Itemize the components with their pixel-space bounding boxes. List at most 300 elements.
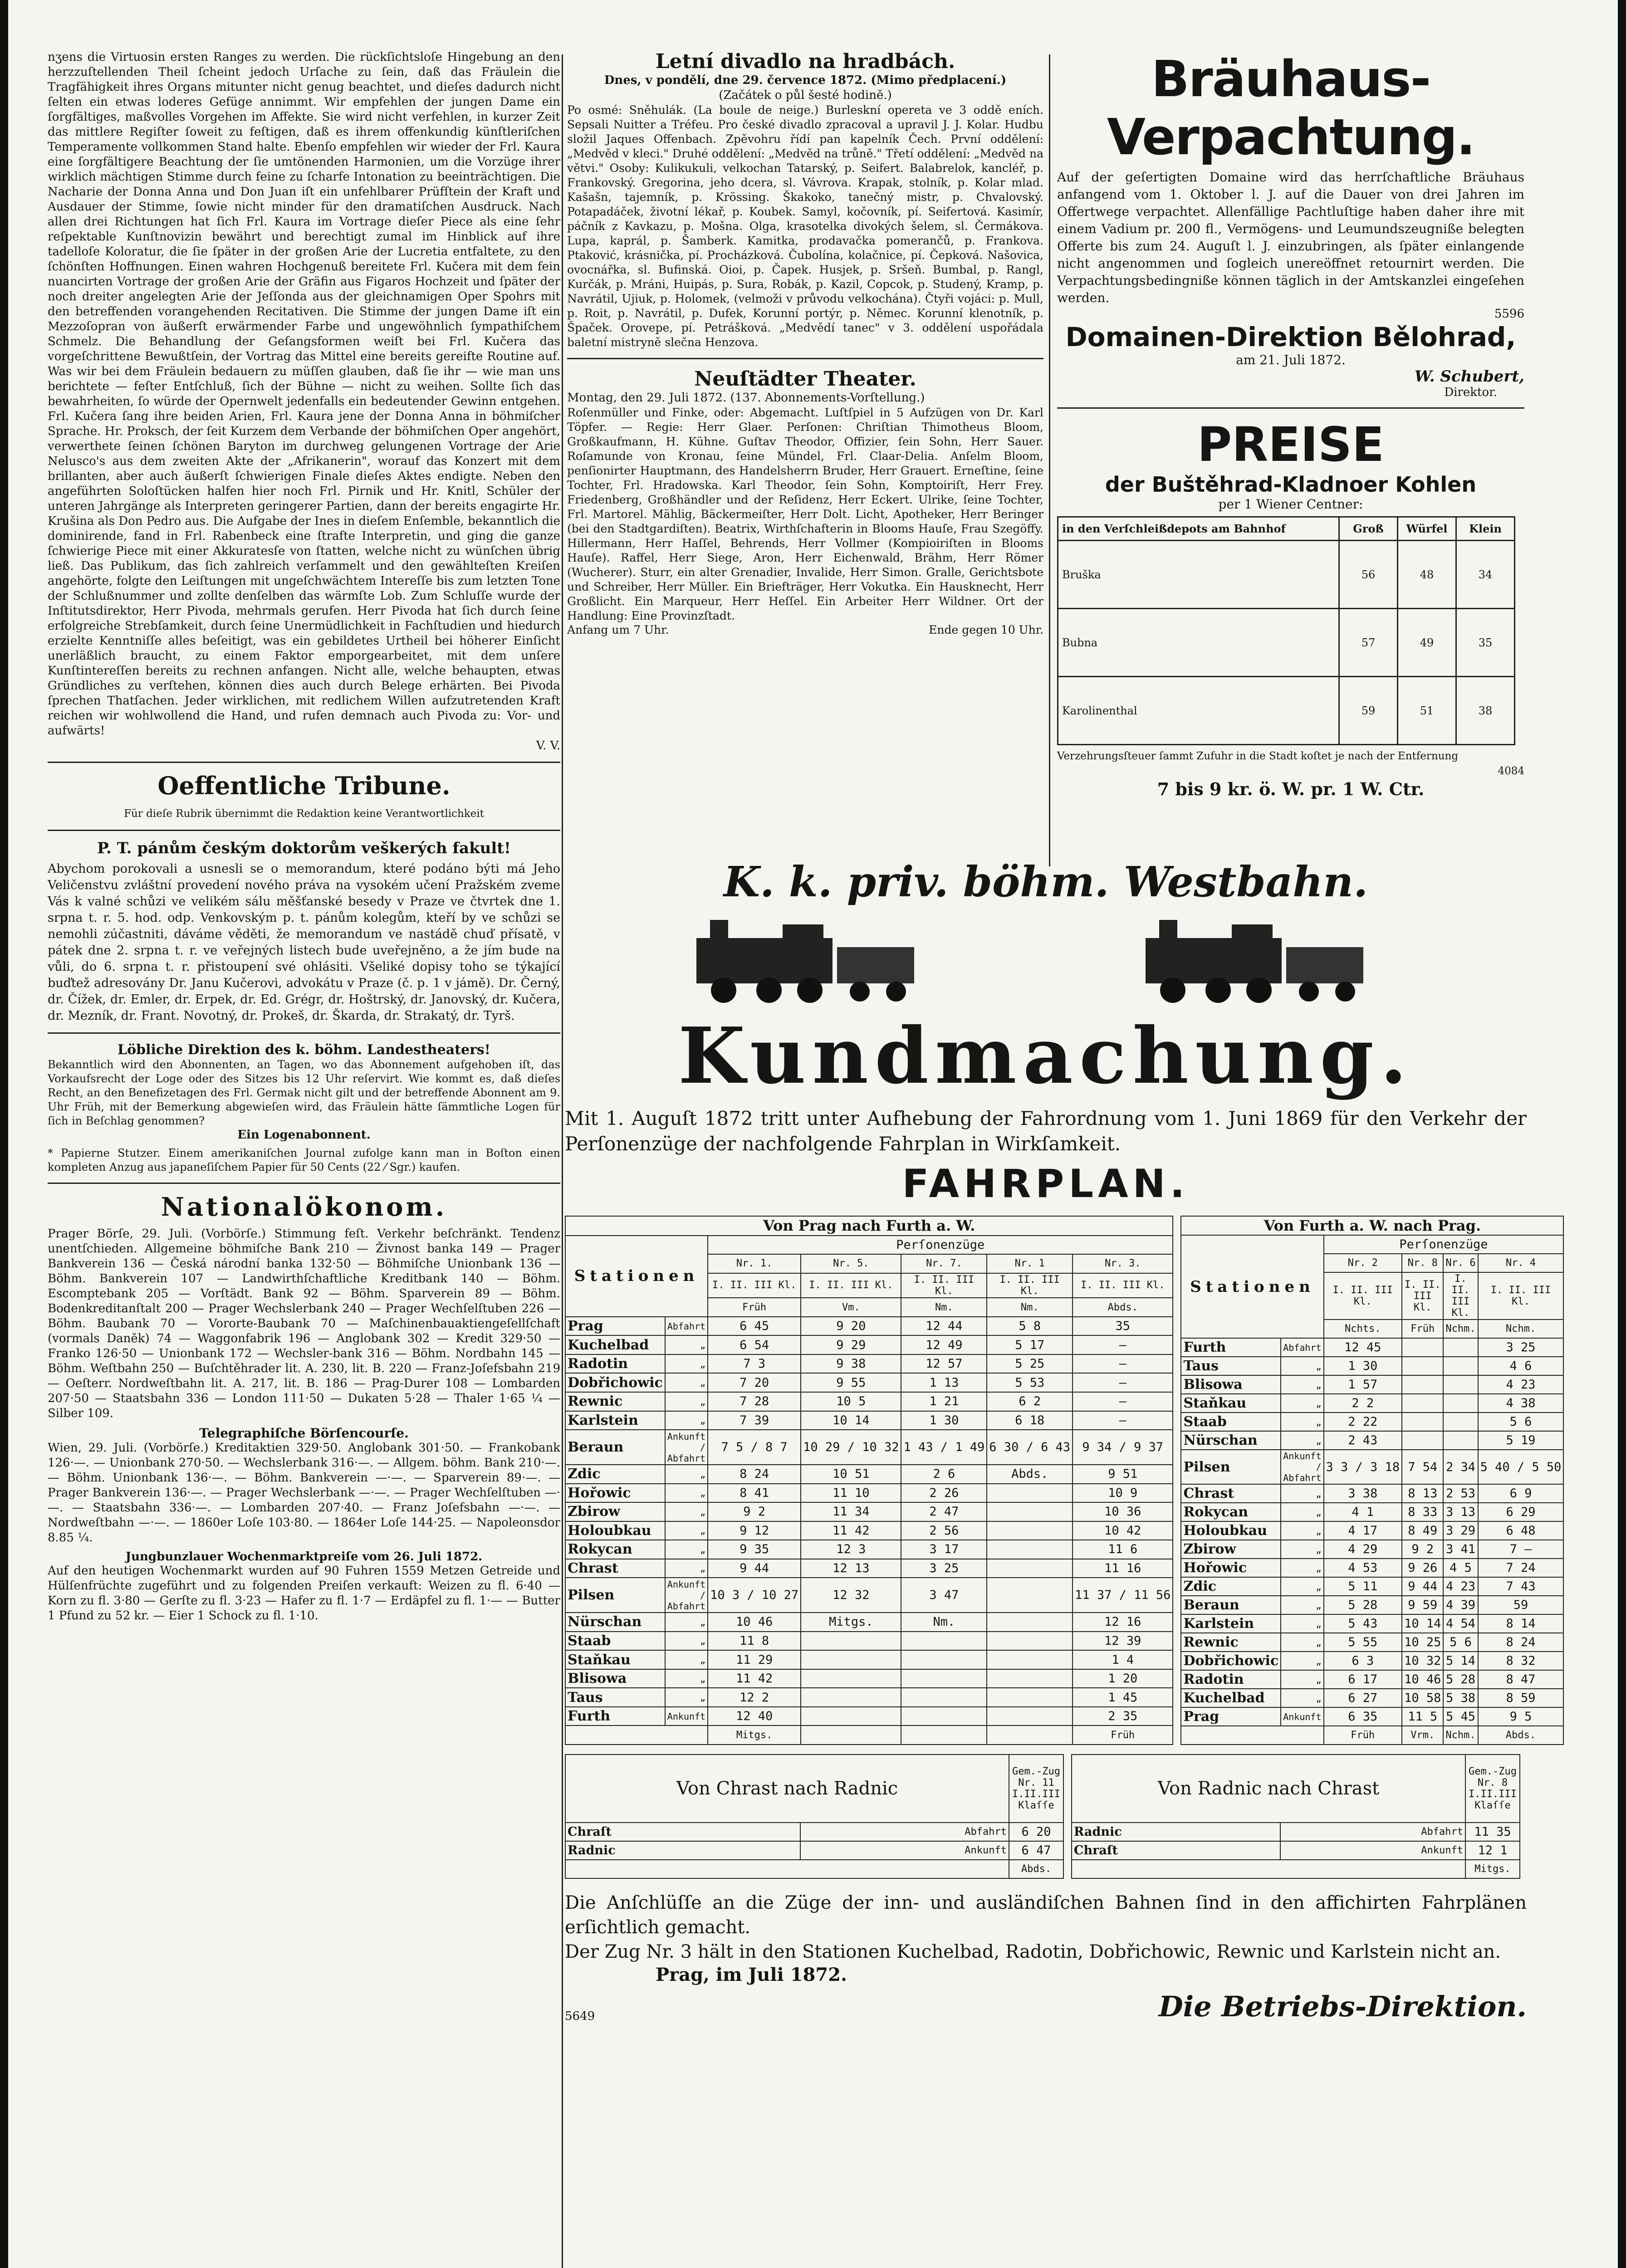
train-number: Nr. 2	[1324, 1254, 1402, 1272]
stations-header: Stationen	[565, 1236, 708, 1317]
tribune-heading: P. T. pánům českým doktorům veškerých fakult!	[97, 839, 511, 857]
radnic-station: Radnic	[565, 1841, 800, 1860]
station-name: Karlstein	[1181, 1614, 1281, 1633]
timetable-right-title: Von Furth a. W. nach Prag.	[1181, 1216, 1563, 1235]
arrival-departure-mark: Abfahrt	[665, 1317, 708, 1336]
departure-time: 1 20	[1073, 1669, 1173, 1688]
departure-time: 8 32	[1478, 1652, 1564, 1670]
departure-time: 12 39	[1073, 1632, 1173, 1651]
radnic-left-title: Von Chrast nach Radnic	[565, 1755, 1009, 1823]
arrival-departure-mark: „	[1281, 1633, 1323, 1652]
telegraph-heading: Telegraphiſche Börſencourſe.	[199, 1426, 409, 1441]
departure-time: 5 14	[1443, 1652, 1478, 1670]
time-of-day: Früh	[1402, 1320, 1443, 1338]
time-of-day: Nchm.	[1443, 1320, 1478, 1338]
neustaedter-start: Anfang um 7 Uhr.	[567, 623, 669, 636]
departure-time: 7 24	[1478, 1559, 1564, 1577]
departure-time: 4 23	[1443, 1577, 1478, 1596]
departure-time: 3 13	[1443, 1503, 1478, 1521]
timetable-row	[1181, 1338, 1563, 1357]
departure-time: 12 3	[801, 1540, 901, 1559]
direction-signature: Die Betriebs-Direktion.	[1158, 1990, 1527, 2023]
arrival-departure-mark: Ankunft	[1281, 1707, 1323, 1726]
arrival-departure-mark: „	[1281, 1375, 1323, 1394]
departure-time: 9 44	[708, 1559, 801, 1578]
preise-final: 7 bis 9 kr. ö. W. pr. 1 W. Ctr.	[1157, 779, 1425, 799]
departure-time: 1 45	[1073, 1688, 1173, 1707]
departure-time	[1443, 1375, 1478, 1394]
station-name: Chrast	[1181, 1484, 1281, 1503]
time-of-day	[801, 1725, 901, 1745]
landestheater-sign: Ein Logenabonnent.	[237, 1128, 371, 1142]
train-number: Nr. 5.	[801, 1254, 901, 1273]
timetable-row	[565, 1707, 1173, 1726]
departure-time: 6 35	[1324, 1707, 1402, 1726]
brauhaus-signatory: Domainen-Direktion Bělohrad,	[1065, 322, 1516, 352]
timetable-row	[565, 1632, 1173, 1651]
print-number: 5649	[565, 2009, 595, 2023]
preise-place: Bruška	[1058, 541, 1339, 609]
neustaedter-program: Roſenmüller und Finke, oder: Abgemacht. Luſtſpiel in 5 Aufzügen von Dr. Karl Töpfer. — Regie: Herr Glaer. Perſonen: Chriſtian Thimotheus Bloom, Großkaufmann, H. Kühne. Guſtav Theodor, Offizier, ſein Sohn, Herr Sauer. Roſamunde von Kronau, ſeine Mündel, Frl. Claar-Delia. Anſelm Bloom, penſionirter Hauptmann, des Handelsherrn Bruder, Herr Grauert. Erneſtine, ſeine Tochter, Frl. Hradowska. Karl Theodor, ſein Sohn, Komptoiriſt, Herr Frey. Friedenberg, Großhändler und der Reſidenz, Herr Eckert. Ulrike, ſeine Tochter, Frl. Martorel. Mählig, Bäckermeiſter, Herr Dolt. Licht, Apotheker, Herr Beringer (bei den Stadtgardiſten). Beatrix, Wirthſchafterin in Blooms Hauſe, Frau Szegöffy. Hillermann, Herr Haſſel, Behrends, Herr Vollmer (Kompioiriſten in Blooms Hauſe). Raffel, Herr Siege, Aron, Herr Eichenwald, Brähm, Herr Römer (Wucherer). Sturr, ein alter Grenadier, Invalide, Herr Simon. Gralle, Gerichtsbote und Schreiber, Herr Müller. Ein Briefträger, Herr Vokutka. Ein Hausknecht, Herr Großlicht. Ein Marqueur, Herr Heſſel. Ein Arbeiter Herr Wildner. Ort der Handlung: Eine Provinzſtadt.	[567, 406, 1043, 622]
radnic-mark: Ankunft	[1280, 1841, 1465, 1860]
departure-time	[1443, 1394, 1478, 1413]
timetable-row	[565, 1578, 1173, 1613]
arrival-departure-mark: „	[665, 1465, 708, 1484]
departure-time	[901, 1707, 987, 1726]
departure-time: 8 24	[708, 1465, 801, 1484]
train-class: I. II. III Kl.	[801, 1273, 901, 1298]
departure-time	[987, 1521, 1073, 1540]
train-class: I. II. III Kl.	[708, 1273, 801, 1298]
departure-time: 9 5	[1478, 1707, 1564, 1726]
station-name: Holoubkau	[1181, 1521, 1281, 1540]
timetable-row	[1181, 1577, 1563, 1596]
time-of-day	[987, 1725, 1073, 1745]
time-of-day: Nchm.	[1443, 1726, 1478, 1745]
arrival-departure-mark: „	[665, 1613, 708, 1632]
right-page-edge	[1618, 0, 1626, 2268]
timetable-row	[565, 1411, 1173, 1430]
timetable-row	[565, 1669, 1173, 1688]
left-page-edge	[0, 0, 8, 2268]
departure-time: 1 30	[901, 1411, 987, 1430]
departure-time: 6 9	[1478, 1484, 1564, 1503]
departure-time: 9 26	[1402, 1559, 1443, 1577]
departure-time: 4 17	[1324, 1521, 1402, 1540]
departure-time: 10 9	[1073, 1484, 1173, 1503]
departure-time	[987, 1613, 1073, 1632]
departure-time: 9 20	[801, 1317, 901, 1336]
arrival-departure-mark: „	[665, 1411, 708, 1430]
connection-notice: Die Anſchlüſſe an die Züge der inn- und ausländiſchen Bahnen ſind in den affichirten Fahrplänen erſichtlich gemacht.	[565, 1892, 1527, 1938]
departure-time: 3 29	[1443, 1521, 1478, 1540]
markets-report: Auf den heutigen Wochenmarkt wurden auf 90 Fuhren 1559 Metzen Getreide und Hülſenfrüchte zugeführt und zu folgenden Preiſen verkauft: Weizen zu fl. 6·40 — Korn zu fl. 3·80 — Gerſte zu fl. 3·23 — Hafer zu fl. 1·7 — Erdäpfel zu fl. 1·— — Butter 1 Pfund zu 52 kr. — Eier 1 Schock zu fl. 1·10.	[48, 1564, 560, 1623]
radnic-time: 12 1	[1465, 1841, 1520, 1860]
departure-time: 12 57	[901, 1354, 987, 1374]
locomotive-illustrations	[565, 906, 1527, 1011]
departure-time: 10 29 / 10 32	[801, 1430, 901, 1465]
departure-time: 12 49	[901, 1335, 987, 1354]
departure-time: 3 47	[901, 1578, 987, 1613]
preise-subtitle: der Buštěhrad-Kladnoer Kohlen	[1105, 472, 1477, 497]
departure-time	[901, 1669, 987, 1688]
arrival-departure-mark: „	[665, 1392, 708, 1411]
radnic-mark: Ankunft	[800, 1841, 1009, 1860]
departure-time	[1443, 1338, 1478, 1357]
departure-time	[987, 1650, 1073, 1669]
departure-time: 6 3	[1324, 1652, 1402, 1670]
radnic-station: Chraſt	[1072, 1841, 1280, 1860]
letni-date: Dnes, v pondělí, dne 29. července 1872. (Mimo předplacení.)	[604, 73, 1007, 87]
time-of-day: Nm.	[987, 1298, 1073, 1317]
departure-time: 4 39	[1443, 1596, 1478, 1614]
departure-time: 4 54	[1443, 1614, 1478, 1633]
departure-time	[1402, 1357, 1443, 1375]
train-number: Nr. 6	[1443, 1254, 1478, 1272]
departure-time: 3 38	[1324, 1484, 1402, 1503]
departure-time: 2 6	[901, 1465, 987, 1484]
departure-time: —	[1073, 1335, 1173, 1354]
departure-time: 10 14	[1402, 1614, 1443, 1633]
station-name: Pilsen	[565, 1578, 665, 1613]
station-name: Hořowic	[1181, 1559, 1281, 1577]
station-name: Zdic	[1181, 1577, 1281, 1596]
time-of-day: Nm.	[901, 1298, 987, 1317]
arrival-departure-mark: „	[1281, 1670, 1323, 1689]
departure-time: 9 34 / 9 37	[1073, 1430, 1173, 1465]
time-of-day: Nchts.	[1324, 1320, 1402, 1338]
departure-time	[987, 1484, 1073, 1503]
arrival-departure-mark: „	[1281, 1503, 1323, 1521]
preise-head-gross: Groß	[1339, 517, 1398, 541]
station-name: Prag	[565, 1317, 665, 1336]
arrival-departure-mark: „	[665, 1632, 708, 1651]
timetable-row	[1181, 1707, 1563, 1726]
arrival-departure-mark: „	[665, 1373, 708, 1392]
preise-value: 38	[1456, 677, 1515, 745]
timetable-chrast-radnic	[565, 1754, 1064, 1879]
tribune-title: Oeffentliche Tribune.	[157, 771, 451, 800]
train-number: Nr. 1.	[708, 1254, 801, 1273]
timetable-furth-prag	[1180, 1216, 1564, 1745]
arrival-departure-mark: „	[1281, 1596, 1323, 1614]
preise-unit: per 1 Wiener Centner:	[1218, 497, 1363, 512]
departure-time	[1443, 1357, 1478, 1375]
departure-time: 5 8	[987, 1317, 1073, 1336]
station-name: Holoubkau	[565, 1521, 665, 1540]
timetable-row	[565, 1354, 1173, 1374]
departure-time: 5 6	[1443, 1633, 1478, 1652]
station-name: Staňkau	[565, 1650, 665, 1669]
departure-time: 11 5	[1402, 1707, 1443, 1726]
departure-time: 5 38	[1443, 1689, 1478, 1707]
station-name: Rokycan	[565, 1540, 665, 1559]
radnic-mark: Abfahrt	[800, 1823, 1009, 1841]
radnic-time: 6 20	[1009, 1823, 1063, 1841]
departure-time	[987, 1669, 1073, 1688]
timetable-row	[1181, 1450, 1563, 1484]
timetable-left-title: Von Prag nach Furth a. W.	[565, 1216, 1173, 1236]
fahrplan-title: FAHRPLAN.	[902, 1161, 1190, 1207]
timetable-row	[565, 1521, 1173, 1540]
timetable-row	[565, 1392, 1173, 1411]
departure-time	[987, 1502, 1073, 1521]
timetable-row	[1181, 1633, 1563, 1652]
departure-time	[987, 1578, 1073, 1613]
station-name: Chrast	[565, 1559, 665, 1578]
brauhaus-title: Bräuhaus-Verpachtung.	[1107, 50, 1475, 166]
timetable-row	[565, 1430, 1173, 1465]
neustaedter-date: Montag, den 29. Juli 1872. (137. Abonnements-Vorſtellung.)	[567, 391, 925, 405]
departure-time: 4 38	[1478, 1394, 1564, 1413]
train-class: I. II. III Kl.	[1443, 1272, 1478, 1320]
departure-time: 5 17	[987, 1335, 1073, 1354]
departure-time	[987, 1540, 1073, 1559]
station-name: Staňkau	[1181, 1394, 1281, 1413]
arrival-departure-mark: „	[1281, 1484, 1323, 1503]
preise-place: Bubna	[1058, 609, 1339, 677]
departure-time: 10 25	[1402, 1633, 1443, 1652]
departure-time: 2 47	[901, 1502, 987, 1521]
arrival-departure-mark: „	[1281, 1431, 1323, 1450]
departure-time: 12 44	[901, 1317, 987, 1336]
timetable-row	[1181, 1431, 1563, 1450]
departure-time: 7 43	[1478, 1577, 1564, 1596]
departure-time	[1402, 1338, 1443, 1357]
departure-time: 1 30	[1324, 1357, 1402, 1375]
departure-time	[987, 1632, 1073, 1651]
train-class: I. II. III Kl.	[1324, 1272, 1402, 1320]
departure-time: 4 53	[1324, 1559, 1402, 1577]
station-name: Blisowa	[565, 1669, 665, 1688]
preise-head-wuerfel: Würfel	[1398, 517, 1456, 541]
departure-time: 3 25	[901, 1559, 987, 1578]
departure-time: 59	[1478, 1596, 1564, 1614]
timetable-row	[1181, 1652, 1563, 1670]
radnic-mark: Abfahrt	[1280, 1823, 1465, 1841]
departure-time: 2 53	[1443, 1484, 1478, 1503]
arrival-departure-mark: Abfahrt	[1281, 1338, 1323, 1357]
arrival-departure-mark: Ankunft / Abfahrt	[665, 1430, 708, 1465]
departure-time: 8 41	[708, 1484, 801, 1503]
westbahn-announcement	[565, 857, 1562, 2023]
arrival-departure-mark: „	[665, 1669, 708, 1688]
radnic-right-head: Gem.-Zug Nr. 8 I.II.III Klaſſe	[1465, 1755, 1520, 1823]
departure-time: 9 51	[1073, 1465, 1173, 1484]
personenzuege-header: Perſonenzüge	[1324, 1235, 1564, 1254]
departure-time: 10 42	[1073, 1521, 1173, 1540]
neustaedter-end: Ende gegen 10 Uhr.	[929, 623, 1043, 636]
arrival-departure-mark: „	[1281, 1652, 1323, 1670]
departure-time: 2 35	[1073, 1707, 1173, 1726]
boerse-report: Prager Börſe, 29. Juli. (Vorbörſe.) Stimmung feſt. Verkehr beſchränkt. Tendenz unentſchieden. Allgemeine böhmiſche Bank 210 — Živnost banka 149 — Prager Bankverein 136 — Česká národní banka 132·50 — Böhmiſche Unionbank 136 — Böhm. Bankverein 107 — Landwirthſchaftliche Kreditbank 140 — Böhm. Escomptebank 205 — Vorſtädt. Bank 92 — Böhm. Sparverein 89 — Böhm. Bodenkreditanſtalt 200 — Prager Wechslerbank 240 — Prager Wechſelſtuben 226 — Böhm. Baubank 70 — Vororte-Baubank 70 — Maſchinenbauaktiengeſellſchaft (vormals Daněk) 74 — Waggonfabrik 196 — Anglobank 302 — Kredit 329·50 — Franko 126·50 — Unionbank 172 — Wechsler-bank 316 — Böhm. Nordbahn 145 — Böhm. Weſtbahn 250 — Buſchtěhrader lit. A. 230, lit. B. 220 — Franz-Joſefsbahn 219 — Oeſterr. Nordweſtbahn lit. A. 217, lit. B. 186 — Prag-Durer 108 — Lombarden 207·50 — Staatsbahn 336 — London 111·50 — Dukaten 5·28 — Thaler 1·65 ¼ — Silber 109.	[48, 1227, 560, 1420]
preise-value: 35	[1456, 609, 1515, 677]
train-number: Nr. 3.	[1073, 1254, 1173, 1273]
departure-time: 2 34	[1443, 1450, 1478, 1484]
preise-head-klein: Klein	[1456, 517, 1515, 541]
departure-time: 4 1	[1324, 1503, 1402, 1521]
arrival-departure-mark: „	[665, 1650, 708, 1669]
arrival-departure-mark: „	[1281, 1394, 1323, 1413]
departure-time: 5 25	[987, 1354, 1073, 1374]
preise-value: 48	[1398, 541, 1456, 609]
train-number: Nr. 4	[1478, 1254, 1564, 1272]
station-name: Beraun	[565, 1430, 665, 1465]
departure-time: 10 36	[1073, 1502, 1173, 1521]
arrival-departure-mark: „	[1281, 1540, 1323, 1559]
departure-time: 1 21	[901, 1392, 987, 1411]
preise-value: 51	[1398, 677, 1456, 745]
departure-time: —	[1073, 1411, 1173, 1430]
arrival-departure-mark: „	[665, 1354, 708, 1374]
departure-time: 12 45	[1324, 1338, 1402, 1357]
departure-time: 2 43	[1324, 1431, 1402, 1450]
arrival-departure-mark: „	[665, 1335, 708, 1354]
timetable-row	[1181, 1357, 1563, 1375]
departure-time: 7 39	[708, 1411, 801, 1430]
brauhaus-text: Auf der geſertigten Domaine wird das herrſchaftliche Bräuhaus anfangend vom 1. Oktober l. J. auf die Dauer von drei Jahren im Offertwege verpachtet. Allenfällige Pachtluſtige haben daher ihre mit einem Vadium pr. 200 fl., Vermögens- und Leumundszeugniße belegten Offerte bis zum 24. Auguſt l. J. einzubringen, als ſpäter einlangende nicht angenommen und ſogleich unereöffnet retournirt werden. Die Verpachtungsbedingniße können täglich in der Amtskanzlei eingeſehen werden.	[1057, 170, 1524, 305]
timetable-row	[1181, 1375, 1563, 1394]
departure-time: 4 5	[1443, 1559, 1478, 1577]
timetable-row	[565, 1335, 1173, 1354]
departure-time: 6 18	[987, 1411, 1073, 1430]
station-name: Nürschan	[1181, 1431, 1281, 1450]
departure-time: 7 28	[708, 1392, 801, 1411]
departure-time: 5 19	[1478, 1431, 1564, 1450]
train-class: I. II. III Kl.	[1073, 1273, 1173, 1298]
departure-time: 9 12	[708, 1521, 801, 1540]
station-name: Staab	[565, 1632, 665, 1651]
departure-time: 11 8	[708, 1632, 801, 1651]
landestheater-heading: Löbliche Direktion des k. böhm. Landestheaters!	[118, 1042, 490, 1058]
time-of-day: Früh	[708, 1298, 801, 1317]
departure-time: 9 2	[1402, 1540, 1443, 1559]
station-name: Rewnic	[565, 1392, 665, 1411]
timetable-row	[1181, 1540, 1563, 1559]
timetable-row	[1181, 1484, 1563, 1503]
departure-time: 6 45	[708, 1317, 801, 1336]
departure-time: —	[1073, 1373, 1173, 1392]
departure-time: 8 13	[1402, 1484, 1443, 1503]
departure-time: 7 54	[1402, 1450, 1443, 1484]
departure-time: 9 2	[708, 1502, 801, 1521]
departure-time: 9 55	[801, 1373, 901, 1392]
departure-time	[801, 1688, 901, 1707]
station-name: Rewnic	[1181, 1633, 1281, 1652]
radnic-left-head: Gem.-Zug Nr. 11 I.II.III Klaſſe	[1009, 1755, 1063, 1823]
timetable-row	[1181, 1394, 1563, 1413]
train-number: Nr. 8	[1402, 1254, 1443, 1272]
departure-time: 3 25	[1478, 1338, 1564, 1357]
departure-time: 6 30 / 6 43	[987, 1430, 1073, 1465]
departure-time: 9 35	[708, 1540, 801, 1559]
departure-time: 7 20	[708, 1373, 801, 1392]
timetable-row	[1181, 1413, 1563, 1431]
station-name: Radotin	[565, 1354, 665, 1374]
coal-price-table	[1057, 516, 1515, 745]
tribune-disclaimer: Für dieſe Rubrik übernimmt die Redaktion keine Verantwortlichkeit	[124, 808, 484, 820]
arrival-departure-mark: „	[665, 1502, 708, 1521]
station-name: Blisowa	[1181, 1375, 1281, 1394]
departure-time: 2 2	[1324, 1394, 1402, 1413]
arrival-departure-mark: „	[665, 1688, 708, 1707]
kundmachung-intro: Mit 1. Auguſt 1872 tritt unter Aufhebung der Fahrordnung vom 1. Juni 1869 für den Verkehr der Perſonenzüge der nachfolgende Fahrplan in Wirkſamkeit.	[565, 1107, 1527, 1155]
timetable-row	[1181, 1559, 1563, 1577]
arrival-departure-mark: „	[1281, 1689, 1323, 1707]
station-name: Taus	[1181, 1357, 1281, 1375]
timetable-radnic-chrast	[1071, 1754, 1520, 1879]
departure-time: 5 53	[987, 1373, 1073, 1392]
departure-time: 8 47	[1478, 1670, 1564, 1689]
telegraph-report: Wien, 29. Juli. (Vorbörſe.) Kreditaktien 329·50. Anglobank 301·50. — Frankobank 126·—. — Unionbank 270·50. — Wechslerbank 316·—. — Allgem. böhm. Bank 210·—. — Böhm. Unionbank 136·—. — Böhm. Bankverein —·—. — Sparverein 89·—. — Prager Bankverein 136·—. — Prager Wechslerbank —·—. — Prager Wechſelſtuben —·—. — Staatsbahn 336·—. — Lombarden 207·40. — Franz Joſefsbahn —·—. — Nordweſtbahn —·—. — 1860er Loſe 103·80. — 1864er Loſe 144·25. — Napoleonsdor 8.85 ¼.	[48, 1441, 560, 1545]
time-of-day: Mitgs.	[708, 1725, 801, 1745]
departure-time: 12 16	[1073, 1613, 1173, 1632]
timetable-row	[565, 1559, 1173, 1578]
departure-time: 6 48	[1478, 1521, 1564, 1540]
timetable-row	[565, 1502, 1173, 1521]
radnic-time: 6 47	[1009, 1841, 1063, 1860]
arrival-departure-mark: „	[1281, 1614, 1323, 1633]
radnic-right-title: Von Radnic nach Chrast	[1072, 1755, 1465, 1823]
departure-time	[901, 1650, 987, 1669]
arrival-departure-mark: Ankunft / Abfahrt	[665, 1578, 708, 1613]
preise-title: PREISE	[1197, 417, 1384, 472]
kundmachung-title: Kundmachung.	[678, 1011, 1414, 1101]
train-number: Nr. 7.	[901, 1254, 987, 1273]
timetable-row	[565, 1650, 1173, 1669]
time-of-day: Abds.	[1073, 1298, 1173, 1317]
departure-time	[1443, 1431, 1478, 1450]
departure-time: 11 34	[801, 1502, 901, 1521]
departure-time: Nm.	[901, 1613, 987, 1632]
right-column	[1057, 50, 1524, 799]
departure-time: 10 14	[801, 1411, 901, 1430]
departure-time: 6 2	[987, 1392, 1073, 1411]
station-name: Pilsen	[1181, 1450, 1281, 1484]
arrival-departure-mark: „	[1281, 1521, 1323, 1540]
arrival-departure-mark: „	[665, 1559, 708, 1578]
departure-time: 11 29	[708, 1650, 801, 1669]
departure-time: 10 51	[801, 1465, 901, 1484]
train-class: I. II. III Kl.	[987, 1273, 1073, 1298]
preise-number: 4084	[1498, 765, 1524, 777]
departure-time: 12 40	[708, 1707, 801, 1726]
timetable-row	[1181, 1614, 1563, 1633]
departure-time: 1 43 / 1 49	[901, 1430, 987, 1465]
timetable-row	[565, 1484, 1173, 1503]
departure-time: 3 17	[901, 1540, 987, 1559]
tribune-text: Abychom porokovali a usnesli se o memorandum, které podáno býti má Jeho Veličenstvu zvláštní provedení nového práva na vysokém učení Pražském zveme Vás k valné schůzi ve velikém sálu měšťanské besedy v Praze ve čtvrtek dne 1. srpna t. r. 5. hod. odp. Venkovským p. t. pánům kolegům, kteří by ve schůzi se nemohli zúčastniti, dáváme věděti, že memorandum ve nastádě chuď přísatě, v pátek dne 2. srpna t. r. ve veřejných listech bude uveřejněno, a že jím bude na vůli, do 6. srpna t. r. přistoupení své ohlásiti. Všeliké dopisy toho se týkající buďtež adresovány Dr. Janu Kučerovi, advokátu v Praze (č. p. 1 v jámě). Dr. Černý, dr. Čížek, dr. Emler, dr. Erpek, dr. Ed. Grégr, dr. Hoštrský, dr. Janovský, dr. Kučera, dr. Mezník, dr. Frant. Novotný, dr. Prokeš, dr. Škarda, dr. Strakatý, dr. Tyrš.	[48, 862, 560, 1023]
place-date: Prag, im Juli 1872.	[656, 1964, 847, 1985]
time-of-day	[901, 1725, 987, 1745]
departure-time: 6 29	[1478, 1503, 1564, 1521]
departure-time: 10 58	[1402, 1689, 1443, 1707]
stop-notice: Der Zug Nr. 3 hält in den Stationen Kuchelbad, Radotin, Dobřichowic, Rewnic und Karlstein nicht an.	[565, 1941, 1501, 1962]
departure-time: 11 10	[801, 1484, 901, 1503]
preise-footer: Verzehrungsſteuer ſammt Zufuhr in die Stadt koſtet je nach der Entfernung	[1057, 750, 1459, 762]
timetable-row	[565, 1688, 1173, 1707]
westbahn-company: K. k. priv. böhm. Westbahn.	[723, 857, 1368, 906]
radnic-time: 11 35	[1465, 1823, 1520, 1841]
arrival-departure-mark: Ankunft / Abfahrt	[1281, 1450, 1323, 1484]
timetable-row	[565, 1465, 1173, 1484]
personenzuege-header: Perſonenzüge	[708, 1236, 1173, 1255]
departure-time	[901, 1688, 987, 1707]
departure-time: 4 23	[1478, 1375, 1564, 1394]
departure-time: 11 16	[1073, 1559, 1173, 1578]
departure-time: 12 32	[801, 1578, 901, 1613]
brauhaus-director-name: W. Schubert,	[1414, 367, 1524, 386]
